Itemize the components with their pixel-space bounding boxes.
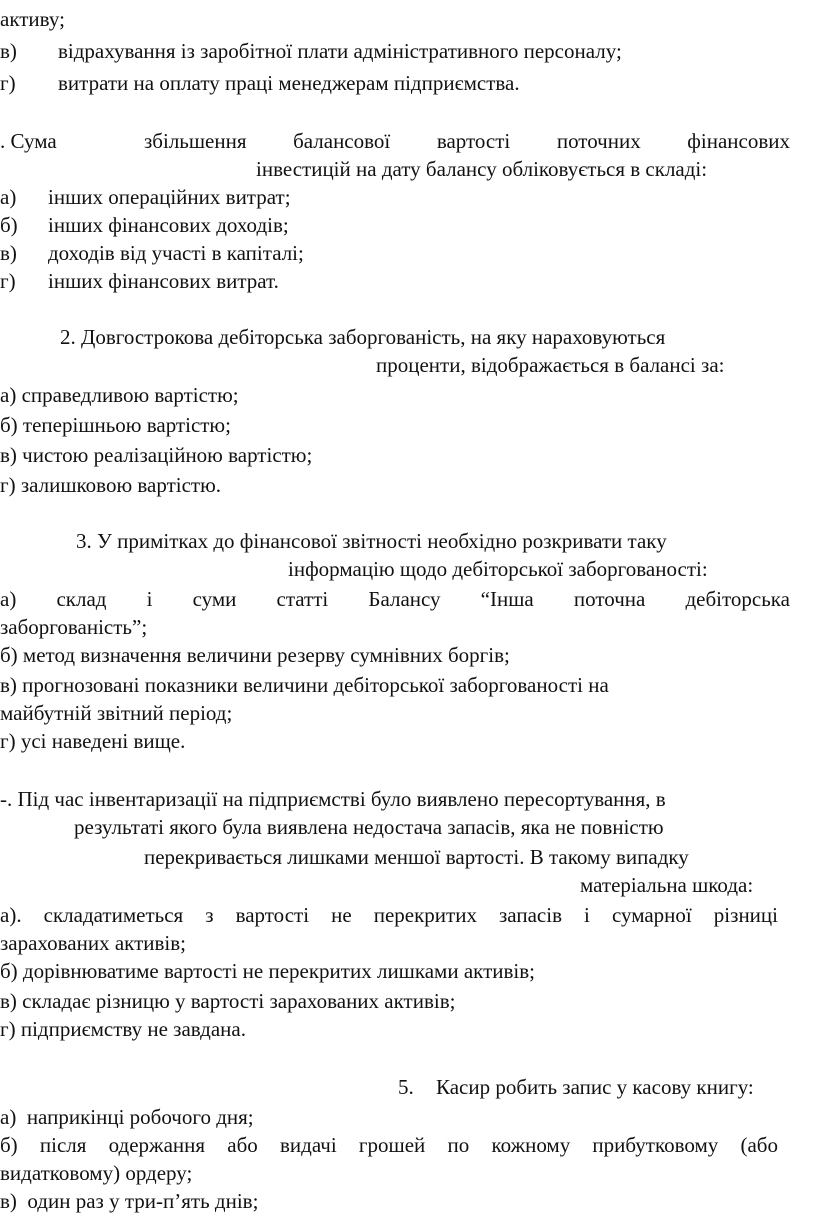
q3-option-a-line2: заборгованість”; xyxy=(0,615,148,639)
q3-option-v-line2: майбутній звітний період; xyxy=(0,701,233,725)
q1-option-a-marker: а) xyxy=(0,185,17,209)
q1-option-v-marker: в) xyxy=(0,241,17,265)
q1-option-b-text: інших фінансових доходів; xyxy=(48,213,289,237)
q5-option-b-line1: б) після одержання або видачі грошей по кожному прибутковому (або xyxy=(0,1133,778,1157)
q1-number: . Сума xyxy=(0,129,57,153)
q3-question-line2: інформацію щодо дебіторської заборгованості: xyxy=(288,557,708,581)
q4-option-a-line1: а). складатиметься з вартості не перекритих запасів і сумарної різниці xyxy=(0,903,778,927)
q4-question-line4: матеріальна шкода: xyxy=(580,873,754,897)
q1-option-a-text: інших операційних витрат; xyxy=(48,185,291,209)
q3-option-a-line1: а) склад і суми статті Балансу “Інша поточна дебіторська xyxy=(0,587,790,611)
intro-option-v-text: відрахування із заробітної плати адміністративного персоналу; xyxy=(58,39,622,63)
q1-option-g-marker: г) xyxy=(0,269,16,293)
q4-option-v: в) складає різницю у вартості зарахованих активів; xyxy=(0,989,456,1013)
q5-number: 5. xyxy=(398,1075,414,1099)
q3-option-b: б) метод визначення величини резерву сумнівних боргів; xyxy=(0,643,510,667)
q4-question-line2: результаті якого була виявлена недостача запасів, яка не повністю xyxy=(74,815,664,839)
q5-question: Касир робить запис у касову книгу: xyxy=(436,1075,754,1099)
q1-question-line2: інвестицій на дату балансу обліковується в складі: xyxy=(256,157,708,181)
q1-option-v-text: доходів від участі в капіталі; xyxy=(48,241,304,265)
q4-question-line3: перекривається лишками меншої вартості. В такому випадку xyxy=(144,845,689,869)
q2-option-a: а) справедливою вартістю; xyxy=(0,383,239,407)
q5-option-a: а) наприкінці робочого дня; xyxy=(0,1105,254,1129)
intro-option-g-marker: г) xyxy=(0,71,16,95)
intro-option-g-text: витрати на оплату праці менеджерам підприємства. xyxy=(58,71,520,95)
q1-option-g-text: інших фінансових витрат. xyxy=(48,269,279,293)
q4-option-a-line2: зарахованих активів; xyxy=(0,931,186,955)
q4-question-line1: -. Під час інвентаризації на підприємстві було виявлено пересортування, в xyxy=(0,787,666,811)
intro-option-v-marker: в) xyxy=(0,39,17,63)
q2-option-b: б) теперішньою вартістю; xyxy=(0,413,231,437)
q3-option-v-line1: в) прогнозовані показники величини дебіторської заборгованості на xyxy=(0,673,609,697)
q1-question-line1: збільшення балансової вартості поточних фінансових xyxy=(144,129,790,153)
q2-option-g: г) залишковою вартістю. xyxy=(0,473,222,497)
q4-option-g: г) підприємству не завдана. xyxy=(0,1017,246,1041)
q5-option-b-line2: видатковому) ордеру; xyxy=(0,1161,193,1185)
q2-question-line1: 2. Довгострокова дебіторська заборгованість, на яку нараховуються xyxy=(60,325,666,349)
q2-option-v: в) чистою реалізаційною вартістю; xyxy=(0,443,313,467)
q3-option-g: г) усі наведені вище. xyxy=(0,729,186,753)
q4-option-b: б) дорівнюватиме вартості не перекритих лишками активів; xyxy=(0,959,535,983)
q1-option-b-marker: б) xyxy=(0,213,18,237)
q3-question-line1: 3. У примітках до фінансової звітності необхідно розкривати таку xyxy=(76,529,667,553)
intro-partial-line: активу; xyxy=(0,7,65,31)
q5-option-v: в) один раз у три-п’ять днів; xyxy=(0,1189,259,1213)
q2-question-line2: проценти, відображається в балансі за: xyxy=(376,353,725,377)
